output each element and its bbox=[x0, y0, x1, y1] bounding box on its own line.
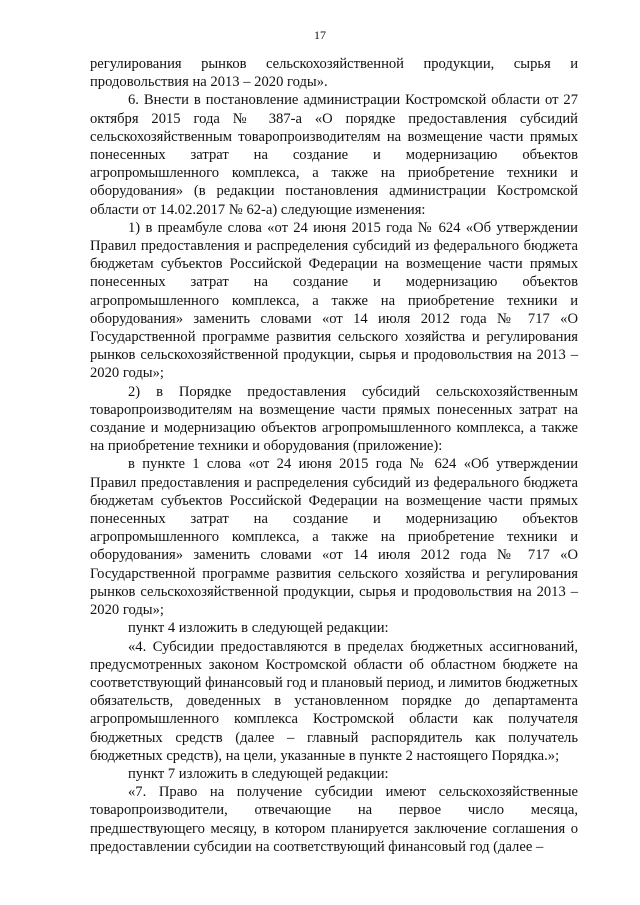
paragraph-point-7-intro: пункт 7 изложить в следующей редакции: bbox=[128, 765, 389, 782]
document-body bbox=[90, 55, 578, 856]
paragraph-point-7-text: «7. Право на получение субсидии имеют сельскохозяйственные товаропроизводители, отвечающие на первое число месяца, предшествующего месяцу, в котором планируется заключение соглашения о предоставлении субсидии на соответствующий финансовый год (далее – bbox=[90, 784, 578, 855]
paragraph-point-1: в пункте 1 слова «от 24 июня 2015 года № 624 «Об утверждении Правил предоставления и распределения субсидий из федерального бюджета бюджетам субъектов Российской Федерации на возмещение части прямых понесенных затрат на создание и модернизацию объектов агропромышленного комплекса, а также на приобретение техники и оборудования» заменить словами «от 14 июля 2012 года № 717 «О Государственной программе развития сельского хозяйства и регулирования рынков сельскохозяйственной продукции, сырья и продовольствия на 2013 – 2020 годы»; bbox=[90, 456, 578, 619]
paragraph-subitem-2: 2) в Порядке предоставления субсидий сельскохозяйственным товаропроизводителям на возмещение части прямых понесенных затрат на создание и модернизацию объектов агропромышленного комплекса, а также на приобретение техники и оборудования (приложение): bbox=[90, 383, 578, 455]
paragraph-continuation: регулирования рынков сельскохозяйственной продукции, сырья и продовольствия на 2013 – 2020 годы». bbox=[90, 56, 578, 91]
page-number: 17 bbox=[314, 28, 326, 42]
paragraph-point-4-text: «4. Субсидии предоставляются в пределах бюджетных ассигнований, предусмотренных законом Костромской области об областном бюджете на соответствующий финансовый год и плановый период, и лимитов бюджетных обязательств, доведенных в установленном порядке до департамента агропромышленного комплекса Костромской области как получателя бюджетных средств (далее – главный распорядитель как получатель бюджетных средств), на цели, указанные в пункте 2 настоящего Порядка.»; bbox=[90, 638, 578, 764]
paragraph-subitem-1: 1) в преамбуле слова «от 24 июня 2015 года № 624 «Об утверждении Правил предоставления и распределения субсидий из федерального бюджета бюджетам субъектов Российской Федерации на возмещение части прямых понесенных затрат на создание и модернизацию объектов агропромышленного комплекса, а также на приобретение техники и оборудования» заменить словами «от 14 июля 2012 года № 717 «О Государственной программе развития сельского хозяйства и регулирования рынков сельскохозяйственной продукции, сырья и продовольствия на 2013 – 2020 годы»; bbox=[90, 219, 578, 382]
paragraph-point-4-intro: пункт 4 изложить в следующей редакции: bbox=[128, 620, 389, 637]
paragraph-item-6: 6. Внести в постановление администрации Костромской области от 27 октября 2015 года № 387-а «О порядке предоставления субсидий сельскохозяйственным товаропроизводителям на возмещение части прямых понесенных затрат на создание и модернизацию объектов агропромышленного комплекса, а также на приобретение техники и оборудования» (в редакции постановления администрации Костромской области от 14.02.2017 № 62-а) следующие изменения: bbox=[90, 92, 578, 218]
